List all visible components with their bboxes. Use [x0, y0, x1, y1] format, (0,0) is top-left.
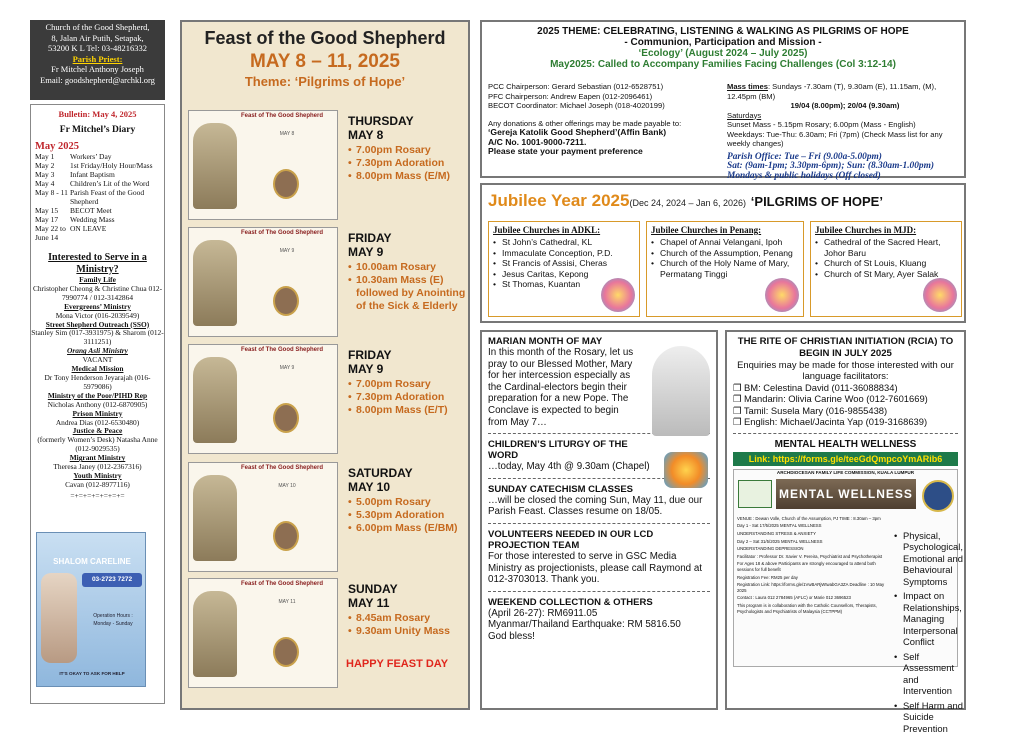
schedule-item: • 8.00pm Mass (E/T)	[348, 404, 468, 417]
jubilee-church: • Cathedral of the Sacred Heart, Johor Baru	[815, 237, 957, 258]
collection-weekend: (April 26-27): RM6911.05	[488, 607, 598, 619]
schedule-item: • 9.30am Unity Mass	[348, 625, 468, 638]
weekday-mass: Weekdays: Tue-Thu: 6.30am; Fri (7pm) (Check Mass list for any weekly changes)	[727, 129, 943, 148]
flyer-title: MENTAL WELLNESS	[776, 479, 916, 509]
marian-heading: MARIAN MONTH OF MAY	[488, 336, 603, 347]
church-tel: 53200 K L Tel: 03-48216332	[47, 43, 148, 53]
church-name: Church of the Good Shepherd,	[45, 22, 150, 32]
jubilee-panel	[480, 183, 966, 323]
diary-date: May 1	[35, 152, 55, 161]
flyer-line: Contact : Laura 012 2784965 (AFLC) or Marie 012 3696523	[737, 595, 851, 601]
sunset-mass: Sunset Mass - 5.15pm Rosary; 6.00pm (Mass - English)	[727, 120, 916, 129]
priest-name: Fr Mitchel Anthony Joseph	[51, 64, 144, 74]
diary-entry	[35, 215, 164, 224]
account-number: A/C No. 1001-9000-7211.	[488, 136, 587, 147]
good-shepherd-image	[193, 591, 237, 677]
happy-feast-day: HAPPY FEAST DAY	[346, 658, 449, 670]
jubilee-church: • Chapel of Annai Velangani, Ipoh	[651, 237, 799, 248]
flyer-topic: • Physical, Psychological, Emotional and Behavioural Symptoms	[894, 530, 964, 588]
ad-brand: SHALOM CARELINE	[53, 557, 131, 566]
celebrant-photo	[273, 637, 299, 667]
diary-date: May 2	[35, 161, 55, 170]
feast-day	[188, 578, 468, 690]
jubilee-logo	[601, 278, 635, 312]
ministry-name: Youth Ministry	[73, 470, 122, 480]
schedule-item: • 8.00pm Mass (E/M)	[348, 170, 468, 183]
hands-image	[41, 573, 77, 663]
diary-month: May 2025	[35, 141, 80, 152]
good-shepherd-image	[193, 357, 237, 443]
poster-title: Feast of The Good Shepherd	[241, 465, 324, 471]
ministry-contact: Christopher Cheong & Christine Chua 012-7990774 / 012-3142864	[32, 283, 163, 302]
feast-poster	[188, 227, 338, 337]
rcia-facilitators	[733, 382, 958, 428]
jubilee-group-heading: Jubilee Churches in Penang:	[651, 225, 762, 235]
catechism-text: …will be closed the coming Sun, May 11, due our Parish Feast. Classes resume on 18/05.	[488, 494, 703, 518]
ministry-contact: Stanley Sim (017-3931975) & Sharom (012-3111251)	[31, 328, 164, 347]
flyer-topic: • Impact on Relationships, Managing Interpersonal Conflict	[894, 590, 964, 648]
jubilee-church: • Church of St Mary, Ayer Salak	[815, 269, 957, 280]
flyer-line: Registration Fee: RM25 per day	[737, 574, 798, 580]
mass-times-sunday: : Sundays -7.30am (T), 9.30am (E), 11.15am, (M), 12.45pm (BM)	[727, 82, 937, 101]
celebrant-photo	[273, 286, 299, 316]
poster-day: MAY 10	[278, 483, 296, 489]
theme-line-2: - Communion, Participation and Mission -	[624, 37, 822, 48]
jubilee-group-heading: Jubilee Churches in MJD:	[815, 225, 917, 235]
ministry-contact: Cavan (012-8977116)	[65, 479, 130, 489]
ministry-contact: VACANT	[82, 355, 113, 365]
day-schedule	[348, 231, 468, 313]
diary-entry	[35, 179, 164, 188]
flyer-line: This program is in collaboration with the Catholic Counsellors, Therapists, Psychologists and Psychiatrists of Malaysia (CCTPPM)	[737, 602, 877, 614]
diary-entry	[35, 152, 164, 161]
notices-panel	[480, 330, 718, 710]
schedule-item: • 7.00pm Rosary	[348, 378, 468, 391]
bulletin-date: Bulletin: May 4, 2025	[58, 109, 137, 119]
schedule-item: • 5.30pm Adoration	[348, 509, 468, 522]
feast-poster	[188, 578, 338, 688]
office-hours-1: Parish Office: Tue – Fri (9.00a-5.00pm)	[727, 151, 882, 162]
jubilee-church: • Church of St Louis, Kluang	[815, 258, 957, 269]
diary-entry	[35, 161, 164, 170]
mass-times	[727, 82, 963, 181]
feast-day	[188, 344, 468, 456]
jubilee-pilgrims: ‘PILGRIMS OF HOPE’	[750, 194, 883, 209]
poster-title: Feast of The Good Shepherd	[241, 581, 324, 587]
day-date: MAY 9	[348, 362, 384, 376]
ministry-contact: (formerly Women’s Desk) Natasha Anne (012-9029535)	[37, 435, 158, 454]
diary-event: ON LEAVE	[70, 224, 107, 233]
flyer-line: UNDERSTANDING DEPRESSION	[737, 546, 804, 552]
rcia-facilitator: ❒ Mandarin: Olivia Carine Woo (012-7601669)	[733, 393, 928, 405]
divider	[733, 433, 958, 434]
day-name: FRIDAY	[348, 348, 392, 362]
ministry-name: Medical Mission	[71, 364, 124, 374]
archdiocese-seal	[922, 480, 954, 512]
pfc-chair: PFC Chairperson: Andrew Eapen (012-2096461)	[488, 91, 653, 101]
day-name: SUNDAY	[348, 582, 398, 596]
day-name: THURSDAY	[348, 114, 414, 128]
feast-dates: MAY 8 – 11, 2025	[249, 51, 400, 72]
day-name: FRIDAY	[348, 231, 392, 245]
day-schedule	[348, 348, 468, 417]
ad-days: Monday - Sunday	[93, 621, 133, 627]
jubilee-dates: (Dec 24, 2024 – Jan 6, 2026)	[629, 198, 747, 208]
pcc-chair: PCC Chairperson: Gerard Sebastian (012-6528751)	[488, 82, 664, 91]
schedule-item: • 8.45am Rosary	[348, 612, 468, 625]
children-liturgy-image	[664, 452, 708, 488]
theme-line-1: 2025 THEME: CELEBRATING, LISTENING & WALKING AS PILGRIMS OF HOPE	[537, 26, 909, 37]
schedule-item: • 6.00pm Mass (E/BM)	[348, 522, 468, 535]
flyer-line: Day 2 – Sat 31/5/2025 MENTAL WELLNESS	[737, 538, 823, 544]
schedule-item: • 5.00pm Rosary	[348, 496, 468, 509]
jubilee-churches-box	[646, 221, 804, 317]
church-info-box	[30, 20, 165, 100]
children-heading: CHILDREN’S LITURGY OF THE WORD	[488, 439, 628, 462]
contacts	[488, 82, 723, 157]
diary-entry	[35, 206, 164, 215]
jubilee-church: • Jesus Caritas, Kepong	[493, 269, 635, 280]
divider	[488, 523, 710, 524]
priest-label: Parish Priest:	[72, 53, 123, 64]
ministry-title: Interested to Serve in a Ministry?	[48, 252, 147, 275]
flyer-details	[737, 516, 889, 616]
jubilee-churches-box	[810, 221, 962, 317]
rcia-panel	[725, 330, 966, 734]
flyer-line: Facilitator : Professor Dr. Xavier V. Pereira, Psychiatrist and Psychotherapist	[737, 553, 883, 559]
day-schedule	[348, 582, 468, 638]
ministry-contact: Andrea Dias (012-6530480)	[55, 417, 140, 427]
ministry-contact: Dr Tony Henderson Jeyarajah (016-5979086)	[44, 372, 151, 391]
good-shepherd-image	[193, 240, 237, 326]
feast-panel	[180, 20, 470, 710]
poster-title: Feast of The Good Shepherd	[241, 230, 324, 236]
bank-name: ‘Gereja Katolik Good Shepherd’(Affin Bank)	[488, 127, 667, 137]
flyer-line: For Ages 18 & above Participants are strongly encouraged to attend both sessions for full benefit	[737, 561, 876, 572]
mary-statue-image	[652, 346, 710, 436]
day-schedule	[348, 466, 468, 535]
celebrant-photo	[273, 403, 299, 433]
flyer-org: ARCHDIOCESAN FAMILY LIFE COMMISSION, KUALA LUMPUR	[776, 469, 915, 475]
diary-entry	[35, 224, 164, 242]
ad-phone: 03-2723 7272	[82, 573, 142, 587]
day-date: MAY 9	[348, 245, 384, 259]
diary-date: May 15	[35, 206, 59, 215]
schedule-item: • 10.00am Rosary	[348, 261, 468, 274]
mass-times-special: 19/04 (8.00pm); 20/04 (9.30am)	[790, 101, 900, 110]
celebrant-photo	[273, 521, 299, 551]
volunteers-text: For those interested to serve in GSC Media Ministry as projectionists, please call Raymond at 012-3703013. Thank you.	[488, 550, 702, 586]
ministry-name: Evergreens’ Ministry	[64, 301, 131, 311]
diary-date: May 4	[35, 179, 55, 188]
day-date: MAY 11	[348, 596, 390, 610]
feast-poster	[188, 110, 338, 220]
jubilee-churches-box	[488, 221, 640, 317]
feast-theme: Theme: ‘Pilgrims of Hope’	[244, 74, 406, 89]
mental-health-link[interactable]: Link: https://forms.gle/teeGdQmpcoYmARib6	[733, 452, 958, 466]
shalom-logo	[67, 539, 117, 553]
schedule-item: • 7.30pm Adoration	[348, 157, 468, 170]
jubilee-church: • St Thomas, Kuantan	[493, 279, 635, 290]
ad-hours: Operation Hours :	[93, 613, 133, 619]
ministry-name: Family Life	[79, 275, 116, 284]
family-life-logo	[738, 480, 772, 508]
day-date: MAY 8	[348, 128, 384, 142]
diary-date: May 3	[35, 170, 55, 179]
good-shepherd-image	[193, 475, 237, 561]
payment-note: Please state your payment preference	[488, 146, 643, 156]
ministry-name: Migrant Ministry	[69, 453, 126, 463]
jubilee-heading	[488, 191, 883, 211]
saturdays-label: Saturdays	[727, 110, 762, 120]
schedule-item: • 10.30am Mass (E) followed by Anointing of the Sick & Elderly	[348, 274, 468, 313]
ministry-name: Street Shepherd Outreach (SSO)	[45, 319, 150, 329]
ministry-list	[31, 276, 164, 490]
feast-day	[188, 462, 468, 574]
diary-date: May 8 - 11	[35, 188, 68, 197]
poster-day: MAY 9	[279, 248, 295, 254]
rcia-facilitator: ❒ Tamil: Susela Mary (016-9855438)	[733, 404, 888, 416]
rcia-heading: THE RITE OF CHRISTIAN INITIATION (RCIA) TO BEGIN IN JULY 2025	[737, 336, 954, 359]
volunteers-heading: VOLUNTEERS NEEDED IN OUR LCD PROJECTION TEAM	[488, 528, 654, 551]
collection-heading: WEEKEND COLLECTION & OTHERS	[488, 596, 653, 608]
poster-day: MAY 8	[279, 131, 295, 137]
flyer-line: Registration Link: https://forms.gle/1VwBARjWtwabGA3ZA Deadline : 10 May 2025	[737, 582, 885, 593]
schedule-item: • 7.30pm Adoration	[348, 391, 468, 404]
ministry-contact: Mona Victor (016-2039549)	[55, 310, 140, 320]
shalom-careline-ad	[36, 532, 146, 687]
diary-entry	[35, 188, 164, 206]
flyer-line: VENUE : Dewan Volle, Church of the Assumption, PJ TIME : 8.30am – 3pm	[737, 515, 881, 521]
flyer-topic: • Self Assessment and Intervention	[894, 651, 964, 697]
diary-date: May 22 to June 14	[35, 224, 66, 242]
collection-earthquake: Myanmar/Thailand Earthquake: RM 5816.50	[488, 619, 681, 631]
feast-poster	[188, 344, 338, 454]
office-hours-3: Mondays & public holidays (Off closed)	[727, 170, 881, 181]
jubilee-church: • Church of the Holy Name of Mary, Permatang Tinggi	[651, 258, 799, 279]
church-address: 8, Jalan Air Putih, Setapak,	[51, 32, 144, 43]
flyer-topics	[894, 530, 964, 737]
ministry-contact: Nicholas Anthony (012-6870905)	[47, 399, 148, 409]
ministry-name: Justice & Peace	[72, 426, 123, 436]
diary-event: 1st Friday/Holy Hour/Mass	[70, 161, 153, 170]
ad-footer: IT’S OKAY TO ASK FOR HELP	[59, 671, 125, 676]
diary-event: BECOT Meet	[70, 206, 112, 215]
donation-note: Any donations & other offerings may be made payable to:	[488, 118, 682, 128]
jubilee-church: • St John’s Cathedral, KL	[493, 237, 635, 248]
flyer-topic: • Self Harm and Suicide Prevention	[894, 700, 964, 735]
diary-title: Fr Mitchel’s Diary	[59, 125, 136, 135]
ministry-name: Orang Asli Ministry	[67, 346, 128, 356]
church-email[interactable]: Email: goodshepherd@archkl.org	[40, 74, 155, 85]
poster-day: MAY 9	[279, 365, 295, 371]
theme-line-3: ‘Ecology’ (August 2024 – July 2025)	[638, 48, 808, 59]
day-schedule	[348, 114, 468, 183]
diary-list	[35, 152, 164, 242]
diary-event: Wedding Mass	[70, 215, 115, 224]
diary-event: Children’s Lit of the Word	[70, 179, 150, 188]
jubilee-church: • Immaculate Conception, P.D.	[493, 248, 635, 259]
jubilee-church: • Church of the Assumption, Penang	[651, 248, 799, 259]
children-text: …today, May 4th @ 9.30am (Chapel)	[488, 461, 650, 473]
flyer-line: UNDERSTANDING STRESS & ANXIETY	[737, 531, 816, 536]
ministry-divider: =+=+=+=+=+=+=	[70, 490, 125, 500]
celebrant-photo	[273, 169, 299, 199]
poster-title: Feast of The Good Shepherd	[241, 113, 324, 119]
mental-health-heading: MENTAL HEALTH WELLNESS	[774, 438, 917, 450]
poster-title: Feast of The Good Shepherd	[241, 347, 324, 353]
parish-info-panel	[480, 20, 966, 181]
schedule-item: • 7.00pm Rosary	[348, 144, 468, 157]
ministry-name: Prison Ministry	[72, 408, 123, 418]
jubilee-group-heading: Jubilee Churches in ADKL:	[493, 225, 601, 235]
rcia-facilitator: ❒ English: Michael/Jacinta Yap (019-3168639)	[733, 416, 928, 428]
jubilee-logo	[923, 278, 957, 312]
marian-text: In this month of the Rosary, let us pray to our Blessed Mother, Mary for her intercession especially as the Cardinal-electors begin their preparation for a new Pope. The Conclave is expected to begin from May 7…	[488, 347, 634, 428]
diary-event: Infant Baptism	[70, 170, 115, 179]
flyer-line: Day 1 - Sat 17/5/2025 MENTAL WELLNESS	[737, 523, 822, 529]
mass-times-label: Mass times	[727, 82, 768, 91]
poster-day: MAY 11	[278, 599, 296, 605]
mental-wellness-flyer	[733, 469, 963, 734]
jubilee-church: • St Francis of Assisi, Cheras	[493, 258, 635, 269]
feast-poster	[188, 462, 338, 572]
diary-event: Workers’ Day	[70, 152, 112, 161]
divider	[488, 591, 710, 592]
ministry-contact: Theresa Janey (012-2367316)	[53, 462, 142, 472]
catechism-heading: SUNDAY CATECHISM CLASSES	[488, 483, 633, 495]
feast-title: Feast of the Good Shepherd	[204, 28, 446, 48]
becot-coord: BECOT Coordinator: Michael Joseph (018-4020199)	[488, 101, 665, 110]
day-name: SATURDAY	[348, 466, 413, 480]
theme-line-4: May2025: Called to Accompany Families Facing Challenges (Col 3:12-14)	[550, 59, 896, 70]
diary-date: May 17	[35, 215, 59, 224]
day-date: MAY 10	[348, 480, 391, 494]
rcia-facilitator: ❒ BM: Celestina David (011-36088834)	[733, 381, 898, 393]
feast-day	[188, 110, 468, 222]
good-shepherd-image	[193, 123, 237, 209]
diary-entry	[35, 170, 164, 179]
ministry-name: Ministry of the Poor/PIHD Rep	[47, 390, 148, 400]
collection-blessing: God bless!	[488, 630, 535, 642]
jubilee-title: Jubilee Year 2025	[488, 191, 630, 210]
rcia-text: Enquiries may be made for those interested with our language facilitators:	[737, 359, 954, 382]
feast-day	[188, 227, 468, 339]
diary-event: Parish Feast of the Good Shepherd	[70, 188, 145, 206]
jubilee-logo	[765, 278, 799, 312]
office-hours-2: Sat: (9am-1pm; 3.30pm-6pm); Sun: (8.30am-1.00pm)	[727, 161, 935, 171]
